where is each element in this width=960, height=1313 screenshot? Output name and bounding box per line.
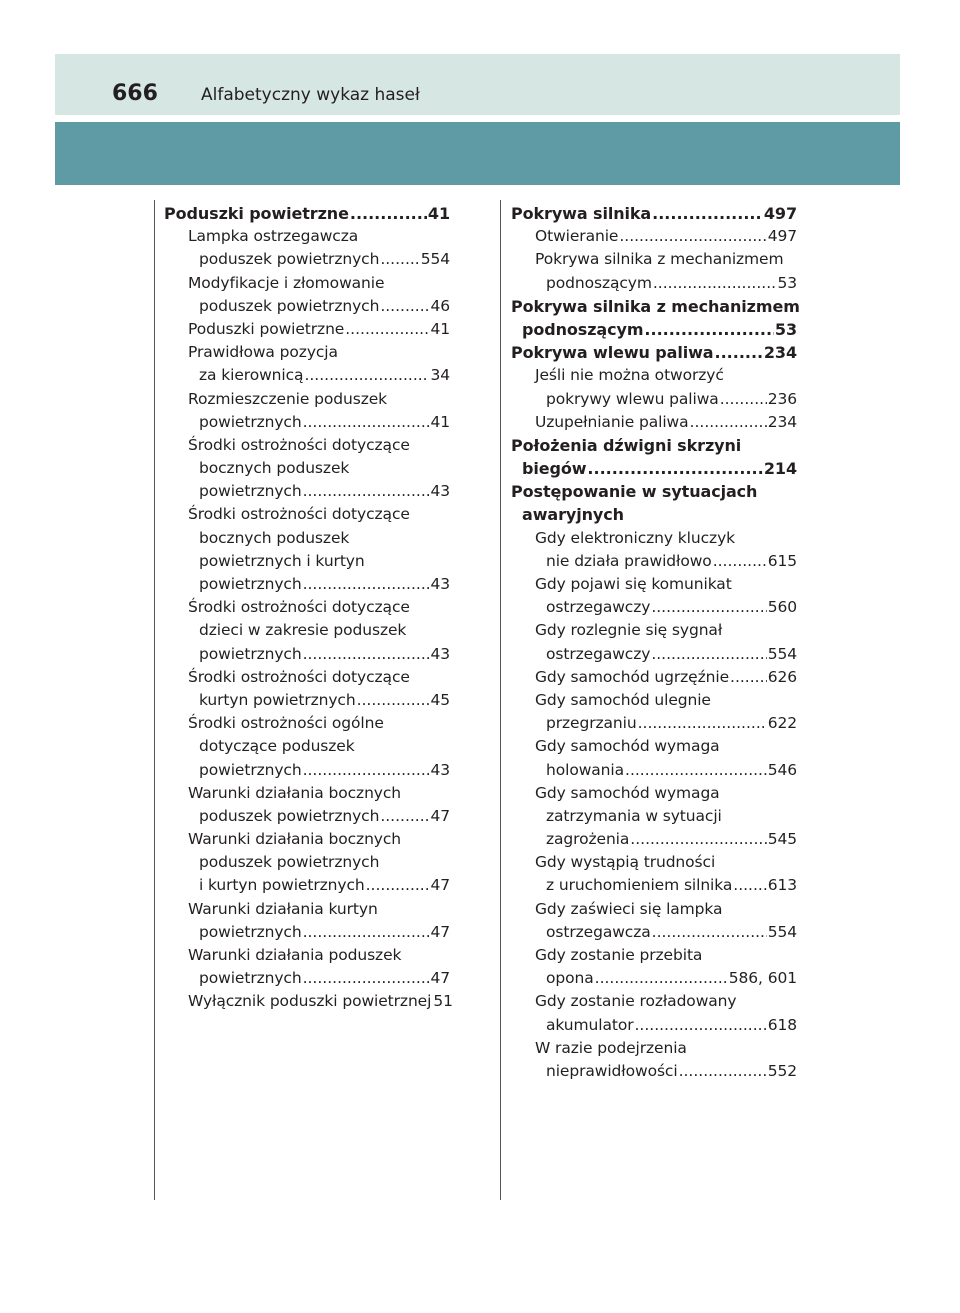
dot-leader: [679, 1060, 767, 1083]
index-entry: [164, 921, 450, 944]
index-entry: Środki ostrożności dotyczące: [188, 505, 410, 524]
dot-leader: [350, 202, 427, 225]
index-entry: bocznych poduszek: [199, 528, 350, 547]
index-entry: [164, 689, 450, 712]
index-entry: dotyczące poduszek: [199, 737, 355, 756]
dot-leader: [653, 272, 777, 295]
entry-text: akumulator: [546, 1015, 634, 1034]
page-reference: 34: [430, 366, 450, 385]
index-entry: [511, 921, 797, 944]
entry-text: opona: [546, 969, 594, 988]
dot-leader: [303, 480, 430, 503]
index-entry: Modyfikacje i złomowanie: [188, 273, 385, 292]
index-entry: [164, 759, 450, 782]
dot-leader: [713, 550, 767, 573]
page-reference: 53: [774, 319, 797, 339]
index-entry: Gdy rozlegnie się sygnał: [535, 621, 723, 640]
header-band: [55, 122, 900, 185]
entry-text: i kurtyn powietrznych: [199, 876, 365, 895]
dot-leader: [345, 318, 429, 341]
page-reference: 41: [430, 412, 450, 431]
entry-text: powietrznych: [199, 412, 302, 431]
index-entry: Gdy samochód wymaga: [535, 783, 720, 802]
index-entry: [511, 874, 797, 897]
index-entry: Warunki działania kurtyn: [188, 899, 378, 918]
page-reference: 554: [767, 644, 797, 663]
index-entry: Lampka ostrzegawcza: [188, 227, 359, 246]
index-entry: Rozmieszczenie poduszek: [188, 389, 388, 408]
dot-leader: [625, 759, 767, 782]
dot-leader: [380, 805, 429, 828]
index-entry: [511, 550, 797, 573]
entry-text: Uzupełnianie paliwa: [535, 412, 689, 431]
page-reference: 234: [763, 343, 797, 363]
index-entry: Gdy elektroniczny kluczyk: [535, 528, 736, 547]
dot-leader: [651, 596, 766, 619]
dot-leader: [638, 712, 767, 735]
page-reference: 51: [433, 992, 453, 1011]
index-entry: zatrzymania w sytuacji: [546, 806, 722, 825]
dot-leader: [303, 759, 430, 782]
index-entry: [164, 805, 450, 828]
index-entry: [164, 573, 450, 596]
dot-leader: [720, 388, 767, 411]
page-reference: 552: [767, 1061, 797, 1080]
entry-text: za kierownicą: [199, 366, 304, 385]
index-entry: Prawidłowa pozycja: [188, 343, 338, 362]
page-number: 666: [112, 81, 158, 106]
page-reference: 560: [767, 598, 797, 617]
dot-leader: [303, 411, 430, 434]
dot-leader: [587, 457, 762, 480]
index-entry: Gdy samochód ulegnie: [535, 690, 711, 709]
index-entry: Warunki działania bocznych: [188, 830, 402, 849]
page-reference: 43: [430, 575, 450, 593]
entry-text: ostrzegawczy: [546, 644, 651, 663]
index-entry: Środki ostrożności dotyczące: [188, 435, 410, 454]
page-reference: 47: [430, 922, 450, 941]
page-reference: 546: [767, 760, 797, 779]
index-entry: [164, 295, 450, 318]
index-column-right: [511, 202, 800, 1083]
header-bar: [55, 54, 900, 115]
entry-text: Poduszki powietrzne: [188, 319, 345, 338]
dot-leader: [366, 874, 430, 897]
page-reference: 554: [420, 250, 450, 269]
index-entry: Jeśli nie można otworzyć: [535, 366, 724, 385]
index-entry: Pokrywa silnika z mechanizmem: [535, 250, 784, 269]
index-entry: [164, 411, 450, 434]
dot-leader: [690, 411, 767, 434]
index-entry: [164, 364, 450, 387]
entry-text: powietrznych: [199, 922, 302, 941]
index-entry: Środki ostrożności dotyczące: [188, 667, 410, 686]
index-entry: [511, 341, 797, 364]
page-reference: 41: [430, 319, 450, 338]
index-entry: powietrznych i kurtyn: [199, 551, 365, 570]
page-reference: 236: [767, 389, 797, 408]
index-entry: [164, 318, 450, 341]
index-entry: [164, 990, 453, 1013]
entry-text: ostrzegawczy: [546, 598, 651, 617]
dot-leader: [304, 364, 429, 387]
dot-leader: [651, 643, 766, 666]
dot-leader: [733, 874, 766, 897]
entry-text: poduszek powietrznych: [199, 296, 380, 315]
index-entry: [511, 272, 797, 295]
dot-leader: [380, 295, 429, 318]
index-entry: Położenia dźwigni skrzyni: [511, 435, 742, 455]
entry-text: holowania: [546, 760, 625, 779]
entry-text: podnoszącym: [522, 319, 644, 339]
entry-text: podnoszącym: [546, 273, 652, 292]
index-entry: Gdy zostanie rozładowany: [535, 992, 737, 1011]
page-reference: 618: [767, 1015, 797, 1034]
index-entry: [511, 1014, 797, 1037]
index-entry: [164, 248, 450, 271]
page-reference: 53: [777, 273, 797, 292]
dot-leader: [652, 921, 767, 944]
page-reference: 47: [430, 876, 450, 895]
index-entry: [164, 874, 450, 897]
page-reference: 497: [767, 227, 797, 246]
entry-text: powietrznych: [199, 760, 302, 779]
dot-leader: [303, 921, 430, 944]
index-entry: Postępowanie w sytuacjach: [511, 482, 758, 502]
page-reference: 497: [763, 204, 797, 223]
page-reference: 234: [767, 412, 797, 431]
index-entry: [511, 202, 797, 225]
index-column-left: [164, 202, 453, 1014]
entry-text: powietrznych: [199, 644, 302, 663]
dot-leader: [730, 666, 767, 689]
index-entry: dzieci w zakresie poduszek: [199, 621, 407, 640]
page-reference: 615: [767, 551, 797, 570]
index-entry: [511, 828, 797, 851]
entry-text: poduszek powietrznych: [199, 250, 380, 269]
index-entry: [511, 457, 797, 480]
entry-text: kurtyn powietrznych: [199, 690, 356, 709]
page-reference: 586, 601: [728, 969, 797, 988]
index-entry: Gdy wystąpią trudności: [535, 853, 716, 872]
entry-text: Gdy samochód ugrzęźnie: [535, 667, 730, 686]
entry-text: nieprawidłowości: [546, 1061, 678, 1080]
dot-leader: [630, 828, 766, 851]
index-entry: bocznych poduszek: [199, 459, 350, 478]
page-reference: 47: [430, 806, 450, 825]
entry-text: biegów: [522, 459, 587, 479]
entry-text: Pokrywa silnika: [511, 204, 652, 223]
page-reference: 41: [427, 204, 450, 223]
index-entry: [164, 202, 450, 225]
page-reference: 43: [430, 644, 450, 663]
dot-leader: [380, 248, 419, 271]
index-entry: [164, 967, 450, 990]
index-entry: [164, 643, 450, 666]
index-entry: awaryjnych: [522, 505, 624, 525]
index-entry: [511, 318, 797, 341]
index-entry: Gdy zaświeci się lampka: [535, 899, 723, 918]
page-reference: 622: [767, 714, 797, 733]
index-entry: [511, 225, 797, 248]
entry-text: powietrznych: [199, 969, 302, 988]
entry-text: zagrożenia: [546, 830, 630, 849]
dot-leader: [619, 225, 766, 248]
index-entry: Gdy zostanie przebita: [535, 946, 703, 964]
page-reference: 214: [763, 459, 797, 479]
page-reference: 46: [430, 296, 450, 315]
dot-leader: [644, 318, 774, 341]
page-reference: 545: [767, 830, 797, 849]
left-column-rule: [154, 200, 155, 1200]
entry-text: Wyłącznik poduszki powietrznej: [188, 992, 432, 1011]
page-reference: 43: [430, 760, 450, 779]
index-entry: [511, 1060, 797, 1083]
right-column-rule: [500, 200, 501, 1200]
dot-leader: [357, 689, 430, 712]
entry-text: pokrywy wlewu paliwa: [546, 389, 719, 408]
index-entry: Środki ostrożności dotyczące: [188, 598, 410, 617]
dot-leader: [652, 202, 763, 225]
index-entry: Warunki działania poduszek: [188, 946, 402, 964]
page-reference: 613: [767, 876, 797, 895]
index-entry: Pokrywa silnika z mechanizmem: [511, 296, 800, 316]
index-entry: [511, 967, 797, 990]
page-reference: 47: [430, 969, 450, 988]
entry-text: nie działa prawidłowo: [546, 551, 712, 570]
entry-text: Pokrywa wlewu paliwa: [511, 343, 714, 363]
index-entry: [511, 388, 797, 411]
entry-text: z uruchomieniem silnika: [546, 876, 733, 895]
entry-text: ostrzegawcza: [546, 922, 651, 941]
entry-text: Poduszki powietrzne: [164, 204, 349, 223]
index-entry: [511, 666, 797, 689]
index-entry: Warunki działania bocznych: [188, 783, 402, 802]
index-entry: [511, 643, 797, 666]
page-reference: 45: [430, 690, 450, 709]
index-entry: [511, 596, 797, 619]
page-reference: 554: [767, 922, 797, 941]
dot-leader: [303, 967, 430, 990]
index-entry: Gdy pojawi się komunikat: [535, 575, 732, 593]
index-entry: [511, 759, 797, 782]
page-reference: 43: [430, 482, 450, 501]
dot-leader: [634, 1014, 766, 1037]
index-entry: [164, 480, 450, 503]
entry-text: przegrzaniu: [546, 714, 637, 733]
page-title: Alfabetyczny wykaz haseł: [201, 85, 420, 105]
entry-text: powietrznych: [199, 575, 302, 593]
index-entry: [511, 712, 797, 735]
index-entry: Środki ostrożności ogólne: [188, 714, 384, 733]
page-reference: 626: [767, 667, 797, 686]
dot-leader: [303, 573, 430, 596]
dot-leader: [595, 967, 728, 990]
index-entry: Gdy samochód wymaga: [535, 737, 720, 756]
entry-text: powietrznych: [199, 482, 302, 501]
index-entry: [511, 411, 797, 434]
dot-leader: [715, 341, 763, 364]
index-entry: poduszek powietrznych: [199, 853, 380, 872]
dot-leader: [303, 643, 430, 666]
index-entry: W razie podejrzenia: [535, 1038, 687, 1057]
entry-text: Otwieranie: [535, 227, 619, 246]
entry-text: poduszek powietrznych: [199, 806, 380, 825]
